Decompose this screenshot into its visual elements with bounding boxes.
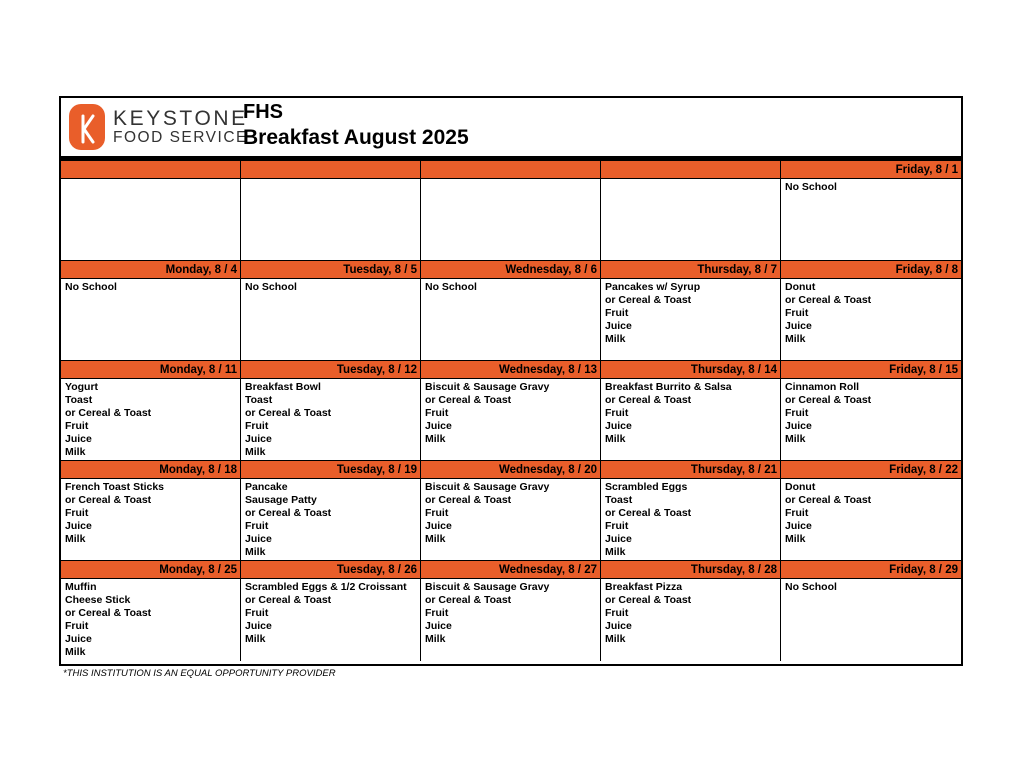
school-name: FHS	[243, 101, 283, 123]
menu-item: Milk	[785, 333, 806, 345]
day-header	[241, 161, 420, 179]
menu-item: Scrambled Eggs	[605, 481, 688, 493]
day-menu	[61, 579, 240, 661]
menu-item: Fruit	[65, 420, 89, 432]
menu-item: Juice	[425, 620, 452, 632]
menu-item: Fruit	[425, 607, 449, 619]
menu-item: Milk	[785, 433, 806, 445]
menu-item: or Cereal & Toast	[785, 294, 872, 306]
menu-item: No School	[245, 281, 297, 293]
menu-item: Juice	[65, 520, 92, 532]
menu-item: No School	[785, 581, 837, 593]
calendar-day	[241, 461, 421, 561]
menu-item: Fruit	[785, 507, 809, 519]
calendar-day	[601, 461, 781, 561]
day-menu	[241, 179, 420, 261]
menu-item: Juice	[785, 320, 812, 332]
calendar-grid	[61, 161, 961, 661]
menu-item: Fruit	[245, 520, 269, 532]
menu-item: Pancakes w/ Syrup	[605, 281, 701, 293]
day-menu	[61, 479, 240, 561]
menu-item: Milk	[425, 533, 446, 545]
day-menu	[61, 179, 240, 261]
menu-item: Juice	[605, 420, 632, 432]
day-header: Monday, 8 / 4	[61, 261, 240, 279]
day-menu	[421, 579, 600, 661]
day-header: Friday, 8 / 29	[781, 561, 961, 579]
menu-item: Milk	[605, 333, 626, 345]
day-header: Monday, 8 / 11	[61, 361, 240, 379]
day-menu	[241, 479, 420, 561]
menu-item: Donut	[785, 281, 816, 293]
calendar-day	[241, 161, 421, 261]
logo-wordmark-line2: FOOD SERVICE	[113, 129, 248, 146]
menu-calendar-frame	[59, 96, 963, 666]
menu-item: Fruit	[245, 420, 269, 432]
calendar-day	[61, 461, 241, 561]
menu-item: Biscuit & Sausage Gravy	[425, 381, 550, 393]
menu-item: Fruit	[425, 407, 449, 419]
day-header	[601, 161, 780, 179]
calendar-day	[781, 361, 961, 461]
menu-item: Fruit	[605, 607, 629, 619]
menu-item: Juice	[605, 320, 632, 332]
calendar-day	[421, 261, 601, 361]
day-menu	[241, 579, 420, 661]
keystone-logo-icon	[69, 104, 105, 150]
calendar-week	[61, 461, 961, 561]
menu-item: Biscuit & Sausage Gravy	[425, 481, 550, 493]
menu-item: French Toast Sticks	[65, 481, 165, 493]
menu-item: Scrambled Eggs & 1/2 Croissant	[245, 581, 407, 593]
menu-item: or Cereal & Toast	[245, 507, 332, 519]
menu-item: Milk	[605, 633, 626, 645]
menu-item: or Cereal & Toast	[65, 407, 152, 419]
menu-item: Breakfast Bowl	[245, 381, 321, 393]
menu-item: Milk	[245, 446, 266, 458]
calendar-week	[61, 561, 961, 661]
menu-item: Breakfast Burrito & Salsa	[605, 381, 732, 393]
menu-item: or Cereal & Toast	[785, 494, 872, 506]
menu-item: or Cereal & Toast	[425, 594, 512, 606]
day-header: Friday, 8 / 8	[781, 261, 961, 279]
day-header: Thursday, 8 / 14	[601, 361, 780, 379]
calendar-day	[421, 361, 601, 461]
calendar-day	[781, 161, 961, 261]
day-menu	[61, 379, 240, 461]
menu-item: or Cereal & Toast	[605, 294, 692, 306]
calendar-day	[241, 361, 421, 461]
calendar-day	[61, 261, 241, 361]
day-header: Monday, 8 / 18	[61, 461, 240, 479]
menu-item: Breakfast Pizza	[605, 581, 683, 593]
menu-item: Milk	[605, 433, 626, 445]
menu-item: Fruit	[785, 307, 809, 319]
menu-header	[61, 98, 961, 161]
menu-item: Fruit	[605, 407, 629, 419]
menu-item: Fruit	[65, 507, 89, 519]
menu-item: or Cereal & Toast	[785, 394, 872, 406]
menu-item: Pancake	[245, 481, 288, 493]
menu-item: Toast	[605, 494, 633, 506]
calendar-day	[781, 261, 961, 361]
day-menu	[421, 179, 600, 261]
day-header: Friday, 8 / 15	[781, 361, 961, 379]
calendar-day	[781, 561, 961, 661]
menu-item: Fruit	[785, 407, 809, 419]
day-menu	[421, 379, 600, 461]
menu-item: Yogurt	[65, 381, 99, 393]
menu-item: Juice	[605, 533, 632, 545]
menu-item: Milk	[425, 633, 446, 645]
menu-item: Milk	[245, 633, 266, 645]
menu-item: or Cereal & Toast	[605, 507, 692, 519]
footer-disclaimer: *THIS INSTITUTION IS AN EQUAL OPPORTUNITY PROVIDER	[63, 668, 336, 679]
menu-item: Fruit	[605, 520, 629, 532]
day-header: Thursday, 8 / 21	[601, 461, 780, 479]
menu-item: Milk	[605, 546, 626, 558]
menu-item: Milk	[245, 546, 266, 558]
menu-item: No School	[65, 281, 117, 293]
day-header: Thursday, 8 / 7	[601, 261, 780, 279]
menu-item: Donut	[785, 481, 816, 493]
menu-item: or Cereal & Toast	[245, 407, 332, 419]
menu-item: Juice	[245, 533, 272, 545]
menu-item: Milk	[785, 533, 806, 545]
page-title: Breakfast August 2025	[243, 126, 469, 149]
menu-item: Cheese Stick	[65, 594, 131, 606]
calendar-day	[421, 161, 601, 261]
calendar-day	[61, 161, 241, 261]
calendar-day	[601, 261, 781, 361]
calendar-day	[241, 561, 421, 661]
calendar-day	[781, 461, 961, 561]
day-header: Wednesday, 8 / 27	[421, 561, 600, 579]
menu-item: Juice	[245, 620, 272, 632]
menu-item: Fruit	[245, 607, 269, 619]
day-header: Wednesday, 8 / 20	[421, 461, 600, 479]
day-header: Tuesday, 8 / 19	[241, 461, 420, 479]
menu-item: Fruit	[425, 507, 449, 519]
day-header: Wednesday, 8 / 13	[421, 361, 600, 379]
calendar-day	[61, 561, 241, 661]
menu-item: Milk	[65, 446, 86, 458]
day-header: Thursday, 8 / 28	[601, 561, 780, 579]
menu-item: Juice	[425, 520, 452, 532]
menu-item: Milk	[65, 646, 86, 658]
menu-item: No School	[785, 181, 837, 193]
day-menu	[781, 279, 961, 361]
day-menu	[781, 479, 961, 561]
day-header: Tuesday, 8 / 5	[241, 261, 420, 279]
calendar-day	[61, 361, 241, 461]
menu-item: or Cereal & Toast	[425, 494, 512, 506]
menu-item: Toast	[245, 394, 273, 406]
day-header	[421, 161, 600, 179]
calendar-week	[61, 361, 961, 461]
calendar-day	[421, 561, 601, 661]
menu-item: Fruit	[65, 620, 89, 632]
menu-item: Cinnamon Roll	[785, 381, 860, 393]
calendar-day	[241, 261, 421, 361]
day-menu	[601, 479, 780, 561]
menu-item: Juice	[65, 633, 92, 645]
day-menu	[781, 179, 961, 261]
menu-item: or Cereal & Toast	[425, 394, 512, 406]
calendar-day	[601, 561, 781, 661]
day-menu	[601, 179, 780, 261]
menu-item: or Cereal & Toast	[605, 594, 692, 606]
menu-item: Juice	[605, 620, 632, 632]
day-menu	[781, 379, 961, 461]
day-menu	[421, 279, 600, 361]
day-header: Tuesday, 8 / 12	[241, 361, 420, 379]
day-header: Friday, 8 / 1	[781, 161, 961, 179]
menu-item: Milk	[425, 433, 446, 445]
calendar-day	[421, 461, 601, 561]
menu-item: Juice	[425, 420, 452, 432]
day-menu	[421, 479, 600, 561]
day-menu	[61, 279, 240, 361]
menu-item: Juice	[245, 433, 272, 445]
day-menu	[241, 279, 420, 361]
menu-item: or Cereal & Toast	[65, 494, 152, 506]
day-header: Tuesday, 8 / 26	[241, 561, 420, 579]
menu-item: or Cereal & Toast	[245, 594, 332, 606]
menu-item: or Cereal & Toast	[605, 394, 692, 406]
calendar-week	[61, 161, 961, 261]
menu-item: Juice	[785, 420, 812, 432]
menu-item: Muffin	[65, 581, 97, 593]
menu-item: No School	[425, 281, 477, 293]
menu-item: Toast	[65, 394, 93, 406]
menu-item: Biscuit & Sausage Gravy	[425, 581, 550, 593]
calendar-day	[601, 361, 781, 461]
day-menu	[781, 579, 961, 661]
day-header: Wednesday, 8 / 6	[421, 261, 600, 279]
day-menu	[601, 279, 780, 361]
menu-item: Sausage Patty	[245, 494, 317, 506]
day-header	[61, 161, 240, 179]
menu-item: Fruit	[605, 307, 629, 319]
day-menu	[241, 379, 420, 461]
menu-item: Milk	[65, 533, 86, 545]
day-header: Monday, 8 / 25	[61, 561, 240, 579]
calendar-day	[601, 161, 781, 261]
menu-item: Juice	[785, 520, 812, 532]
calendar-week	[61, 261, 961, 361]
day-header: Friday, 8 / 22	[781, 461, 961, 479]
menu-item: or Cereal & Toast	[65, 607, 152, 619]
day-menu	[601, 379, 780, 461]
logo-wordmark-line1: KEYSTONE	[113, 107, 248, 130]
menu-item: Juice	[65, 433, 92, 445]
day-menu	[601, 579, 780, 661]
